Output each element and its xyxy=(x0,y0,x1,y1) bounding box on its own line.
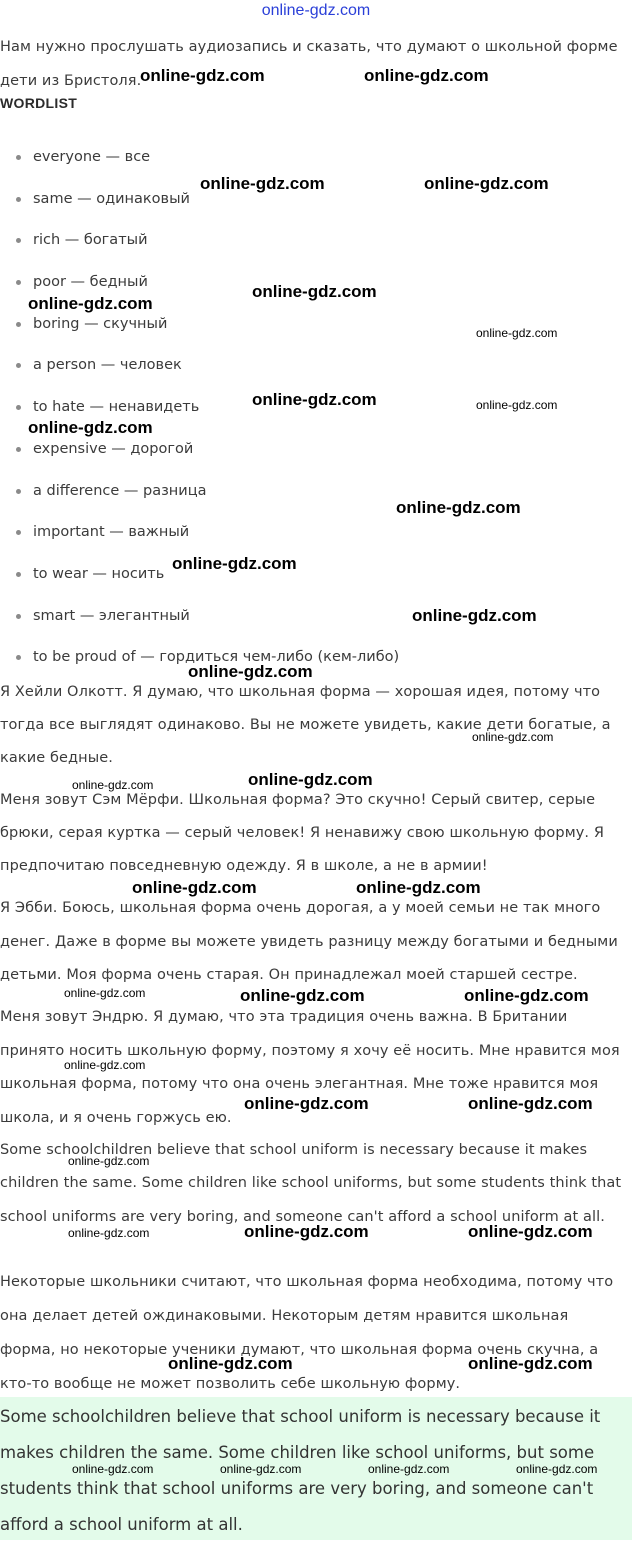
speaker-paragraph-abby: Я Эбби. Боюсь, школьная форма очень дорогая, а у моей семьи не так много денег. Даже в форме вы можете увидеть разницу между богатыми и бедными детьми. Моя форма очень старая. Он принадлежал моей старшей сестре. xyxy=(0,900,618,983)
watermark: online-gdz.com xyxy=(64,1058,146,1072)
watermark: online-gdz.com xyxy=(68,1226,150,1240)
answer-highlight-text: Some schoolchildren believe that school uniform is necessary because it makes children the same. Some children like school uniforms, but some students think that school uniforms are very boring, and someone can't afford a school uniform at all. xyxy=(0,1407,601,1534)
wordlist-item: to wear — носить xyxy=(0,557,399,599)
watermark: online-gdz.com xyxy=(364,66,489,85)
watermark: online-gdz.com xyxy=(244,1094,369,1113)
watermark: online-gdz.com xyxy=(468,1094,593,1113)
watermark: online-gdz.com xyxy=(516,1462,598,1476)
watermark: online-gdz.com xyxy=(132,878,257,897)
watermark: online-gdz.com xyxy=(240,986,365,1005)
bullet-icon xyxy=(16,655,21,660)
watermark: online-gdz.com xyxy=(368,1462,450,1476)
bullet-icon xyxy=(16,363,21,368)
watermark: online-gdz.com xyxy=(244,1222,369,1241)
wordlist-item: expensive — дорогой xyxy=(0,432,399,474)
wordlist-item: a person — человек xyxy=(0,348,399,390)
watermark: online-gdz.com xyxy=(476,398,558,412)
bullet-icon xyxy=(16,489,21,494)
wordlist-item: a difference — разница xyxy=(0,474,399,516)
wordlist xyxy=(0,140,399,682)
wordlist-item: to hate — ненавидеть xyxy=(0,390,399,432)
bullet-icon xyxy=(16,322,21,327)
watermark: online-gdz.com xyxy=(28,418,153,437)
watermark: online-gdz.com xyxy=(220,1462,302,1476)
watermark: online-gdz.com xyxy=(172,554,297,573)
bullet-icon xyxy=(16,405,21,410)
watermark: online-gdz.com xyxy=(252,282,377,301)
wordlist-item: everyone — все xyxy=(0,140,399,182)
watermark: online-gdz.com xyxy=(252,390,377,409)
watermark: online-gdz.com xyxy=(356,878,481,897)
wordlist-item: smart — элегантный xyxy=(0,599,399,641)
watermark: online-gdz.com xyxy=(64,986,146,1000)
watermark: online-gdz.com xyxy=(72,778,154,792)
watermark: online-gdz.com xyxy=(68,1154,150,1168)
speaker-paragraph-haley: Я Хейли Олкотт. Я думаю, что школьная форма — хорошая идея, потому что тогда все выглядят одинаково. Вы не можете увидеть, какие дети богатые, а какие бедные. xyxy=(0,684,611,766)
wordlist-item: important — важный xyxy=(0,515,399,557)
answer-russian: Некоторые школьники считают, что школьная форма необходима, потому что она делает детей ождинаковыми. Некоторым детям нравится школьная форма, но некоторые ученики думают, что школьная форма очень скучна, а кто-то вообще не может позволить себе школьную форму. xyxy=(0,1274,614,1392)
wordlist-item: rich — богатый xyxy=(0,223,399,265)
watermark: online-gdz.com xyxy=(468,1222,593,1241)
watermark: online-gdz.com xyxy=(168,1354,293,1373)
watermark: online-gdz.com xyxy=(200,174,325,193)
speaker-paragraph-andrew: Меня зовут Эндрю. Я думаю, что эта традиция очень важна. В Британии принято носить школьную форму, поэтому я хочу её носить. Мне нравится моя школьная форма, потому что она очень элегантная. Мне тоже нравится моя школа, и я очень горжусь ею. xyxy=(0,1009,620,1126)
bullet-icon xyxy=(16,572,21,577)
speaker-paragraph-sam: Меня зовут Сэм Мёрфи. Школьная форма? Это скучно! Серый свитер, серые брюки, серая куртка — серый человек! Я ненавижу свою школьную форму. Я предпочитаю повседневную одежду. Я в школе, а не в армии! xyxy=(0,792,605,874)
wordlist-item: to be proud of — гордиться чем-либо (кем-либо) xyxy=(0,640,399,682)
answer-english: Some schoolchildren believe that school uniform is necessary because it makes children the same. Some children like school uniforms, but some students think that school uniforms are very boring, and someone can't afford a school uniform at all. xyxy=(0,1142,622,1225)
watermark: online-gdz.com xyxy=(248,770,373,789)
watermark: online-gdz.com xyxy=(472,730,554,744)
bullet-icon xyxy=(16,280,21,285)
wordlist-title: WORDLIST xyxy=(0,95,78,111)
bullet-icon xyxy=(16,197,21,202)
watermark: online-gdz.com xyxy=(188,662,313,681)
bullet-icon xyxy=(16,447,21,452)
watermark: online-gdz.com xyxy=(28,294,153,313)
watermark: online-gdz.com xyxy=(412,606,537,625)
watermark: online-gdz.com xyxy=(72,1462,154,1476)
bullet-icon xyxy=(16,530,21,535)
bullet-icon xyxy=(16,238,21,243)
bullet-icon xyxy=(16,614,21,619)
wordlist-item: boring — скучный xyxy=(0,307,399,349)
wordlist-item: poor — бедный xyxy=(0,265,399,307)
watermark: online-gdz.com xyxy=(140,66,265,85)
intro-paragraph: Нам нужно прослушать аудиозапись и сказать, что думают о школьной форме дети из Бристоля. xyxy=(0,39,618,89)
watermark: online-gdz.com xyxy=(468,1354,593,1373)
watermark: online-gdz.com xyxy=(424,174,549,193)
top-watermark: online-gdz.com xyxy=(261,2,371,19)
watermark: online-gdz.com xyxy=(464,986,589,1005)
watermark: online-gdz.com xyxy=(476,326,558,340)
bullet-icon xyxy=(16,155,21,160)
wordlist-item: same — одинаковый xyxy=(0,182,399,224)
watermark: online-gdz.com xyxy=(396,498,521,517)
